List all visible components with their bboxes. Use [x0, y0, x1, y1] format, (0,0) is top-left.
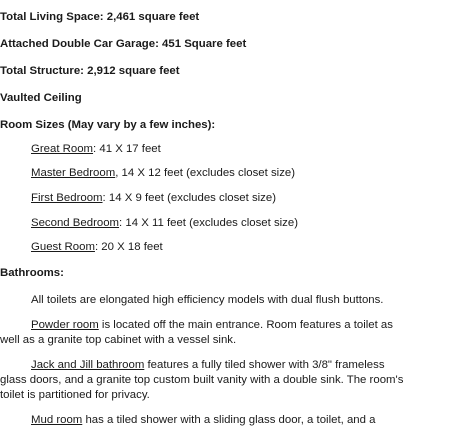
room-details: : 20 X 18 feet [94, 241, 163, 253]
room-name: Great Room [31, 143, 94, 155]
mud-room-line-1 [31, 413, 375, 427]
room-item-second-bedroom [31, 216, 298, 230]
room-name: Second Bedroom [31, 217, 120, 229]
room-sizes-heading-text: Room Sizes (May vary by a few inches): [0, 119, 216, 131]
ceiling-line: Vaulted Ceiling [0, 92, 82, 104]
jack-jill-name: Jack and Jill bathroom [31, 359, 145, 371]
room-name: First Bedroom [31, 192, 103, 204]
room-details: : 41 X 17 feet [93, 143, 161, 155]
mud-room-text: has a tiled shower with a sliding glass door, a toilet, and a [82, 414, 376, 426]
room-details: , 14 X 12 feet (excludes closet size) [115, 167, 296, 179]
mud-room-name: Mud room [31, 414, 83, 426]
living-space-line: Total Living Space: 2,461 square feet [0, 11, 200, 23]
toilets-paragraph: All toilets are elongated high efficiency models with dual flush buttons. [31, 294, 384, 306]
powder-room-name: Powder room [31, 319, 99, 331]
room-item-master-bedroom [31, 166, 295, 180]
bathrooms-heading [0, 266, 64, 280]
garage-line: Attached Double Car Garage: 451 Square feet [0, 38, 247, 50]
powder-room-text: is located off the main entrance. Room features a toilet as [98, 319, 393, 331]
bathrooms-heading-text: Bathrooms: [0, 267, 64, 279]
structure-line: Total Structure: 2,912 square feet [0, 65, 180, 77]
room-item-great-room [31, 142, 161, 156]
room-item-first-bedroom [31, 191, 276, 205]
powder-room-line-1 [31, 318, 393, 332]
jack-jill-line-2: glass doors, and a granite top custom built vanity with a double sink. The room's [0, 374, 404, 386]
room-name: Guest Room [31, 241, 95, 253]
room-details: : 14 X 9 feet (excludes closet size) [102, 192, 277, 204]
jack-jill-line-3: toilet is partitioned for privacy. [0, 389, 150, 401]
powder-room-line-2: well as a granite top cabinet with a vessel sink. [0, 334, 237, 346]
jack-jill-line-1 [31, 358, 385, 372]
room-sizes-heading [0, 118, 215, 132]
faded-text-artifact [384, 6, 444, 20]
room-details: : 14 X 11 feet (excludes closet size) [119, 217, 298, 229]
jack-jill-text: features a fully tiled shower with 3/8" frameless [144, 359, 385, 371]
room-item-guest-room [31, 240, 163, 254]
room-name: Master Bedroom [31, 167, 116, 179]
